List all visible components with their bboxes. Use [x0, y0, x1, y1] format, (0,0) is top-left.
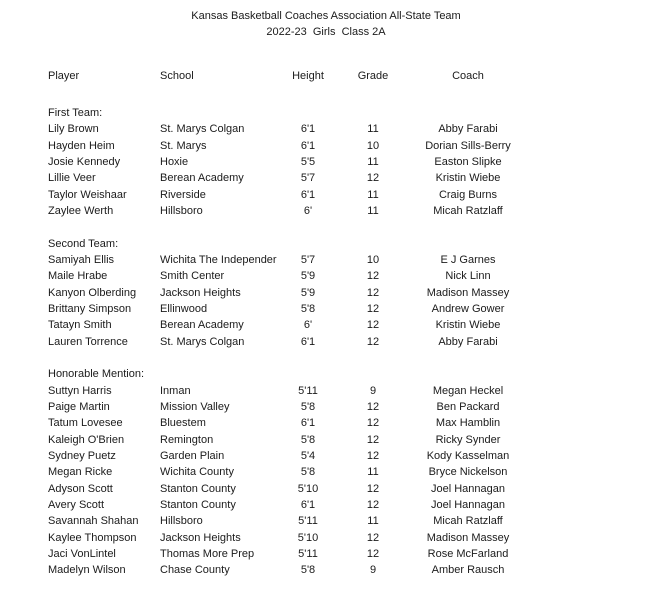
school-cell: Berean Academy [160, 319, 244, 332]
player-cell: Kanyon Olberding [48, 286, 137, 299]
school-cell: Remington [160, 433, 214, 446]
height-cell: 5'7 [300, 172, 316, 185]
grade-cell: 12 [366, 449, 380, 462]
height-cell: 5'8 [300, 400, 316, 413]
height-cell: 6' [303, 204, 313, 217]
coach-cell: Andrew Gower [431, 302, 505, 315]
player-cell: Tatum Lovesee [48, 417, 123, 430]
player-cell: Suttyn Harris [48, 384, 112, 397]
grade-cell: 12 [366, 531, 380, 544]
height-cell: 5'11 [298, 515, 318, 528]
school-cell: Stanton County [160, 482, 236, 495]
school-cell: Jackson Heights [160, 286, 241, 299]
height-cell: 6'1 [300, 417, 316, 430]
table-row [0, 252, 652, 268]
coach-cell: Abby Farabi [438, 335, 498, 348]
height-cell: 6'1 [300, 498, 316, 511]
grade-cell: 12 [366, 482, 380, 495]
height-cell: 6'1 [300, 335, 316, 348]
document-title: Kansas Basketball Coaches Association All-State Team [191, 10, 461, 22]
school-cell: Stanton County [160, 498, 236, 511]
player-cell: Adyson Scott [48, 482, 113, 495]
school-cell: Bluestem [160, 417, 206, 430]
table-row [0, 546, 652, 562]
player-cell: Kaleigh O'Brien [48, 433, 125, 446]
school-cell: Riverside [160, 188, 206, 201]
coach-cell: Craig Burns [438, 188, 498, 201]
grade-cell: 12 [366, 400, 380, 413]
school-cell: Hillsboro [160, 204, 203, 217]
grade-cell: 12 [366, 417, 380, 430]
coach-cell: Ricky Synder [435, 433, 501, 446]
player-cell: Zaylee Werth [48, 204, 114, 217]
table-row [0, 203, 652, 219]
player-cell: Taylor Weishaar [48, 188, 127, 201]
coach-cell: Megan Heckel [432, 384, 504, 397]
school-cell: St. Marys Colgan [160, 123, 245, 136]
coach-cell: Kody Kasselman [426, 449, 510, 462]
player-cell: Sydney Puetz [48, 449, 116, 462]
height-cell: 5'5 [300, 155, 316, 168]
school-cell: Hillsboro [160, 515, 203, 528]
grade-cell: 12 [366, 302, 380, 315]
school-cell: Smith Center [160, 270, 225, 283]
table-row [0, 464, 652, 480]
coach-cell: Madison Massey [426, 286, 510, 299]
height-cell: 5'8 [300, 564, 316, 577]
coach-cell: Joel Hannagan [430, 482, 505, 495]
grade-cell: 12 [366, 498, 380, 511]
coach-cell: Max Hamblin [435, 417, 501, 430]
table-row [0, 317, 652, 333]
table-row [0, 301, 652, 317]
document-subtitle: 2022-23 Girls Class 2A [266, 26, 386, 39]
school-cell: Wichita County [160, 466, 234, 479]
height-cell: 5'4 [300, 449, 316, 462]
player-cell: Maile Hrabe [48, 270, 108, 283]
player-cell: Jaci VonLintel [48, 547, 116, 560]
coach-cell: Joel Hannagan [430, 498, 505, 511]
column-header-player: Player [48, 69, 80, 82]
height-cell: 5'9 [300, 286, 316, 299]
table-row [0, 562, 652, 578]
table-row [0, 138, 652, 154]
section-label: Second Team: [48, 237, 119, 250]
height-cell: 6'1 [300, 139, 316, 152]
section-spacer [0, 350, 652, 366]
height-cell: 5'11 [298, 384, 318, 397]
coach-cell: Kristin Wiebe [435, 319, 501, 332]
school-cell: Hoxie [160, 155, 189, 168]
coach-cell: Easton Slipke [434, 155, 502, 168]
section-label-row [0, 366, 652, 382]
table-row [0, 154, 652, 170]
table-row [0, 170, 652, 186]
school-cell: Jackson Heights [160, 531, 241, 544]
player-cell: Paige Martin [48, 400, 110, 413]
coach-cell: Ben Packard [436, 400, 500, 413]
player-cell: Madelyn Wilson [48, 564, 126, 577]
grade-cell: 9 [369, 564, 377, 577]
grade-cell: 11 [367, 123, 379, 136]
grade-cell: 11 [367, 204, 379, 217]
coach-cell: Dorian Sills-Berry [425, 139, 511, 152]
player-cell: Brittany Simpson [48, 302, 132, 315]
player-cell: Lauren Torrence [48, 335, 128, 348]
player-cell: Josie Kennedy [48, 155, 121, 168]
player-cell: Avery Scott [48, 498, 105, 511]
coach-cell: Micah Ratzlaff [433, 515, 503, 528]
table-row [0, 481, 652, 497]
school-cell: Ellinwood [160, 302, 208, 315]
player-cell: Lillie Veer [48, 172, 96, 185]
column-header-school: School [160, 69, 194, 82]
column-header-grade: Grade [357, 69, 389, 82]
coach-cell: Bryce Nickelson [428, 466, 508, 479]
player-cell: Hayden Heim [48, 139, 115, 152]
grade-cell: 11 [367, 515, 379, 528]
table-row [0, 432, 652, 448]
table-row [0, 513, 652, 529]
coach-cell: Madison Massey [426, 531, 510, 544]
school-cell: Inman [160, 384, 191, 397]
coach-cell: Nick Linn [445, 270, 491, 283]
height-cell: 6'1 [300, 123, 316, 136]
section-label-row [0, 236, 652, 252]
school-cell: St. Marys Colgan [160, 335, 245, 348]
school-cell: Mission Valley [160, 400, 230, 413]
height-cell: 5'11 [298, 547, 318, 560]
height-cell: 5'8 [300, 433, 316, 446]
table-row [0, 497, 652, 513]
table-row [0, 530, 652, 546]
grade-cell: 12 [366, 270, 380, 283]
height-cell: 5'7 [300, 253, 316, 266]
player-cell: Kaylee Thompson [48, 531, 137, 544]
school-cell: Garden Plain [160, 449, 225, 462]
column-header-coach: Coach [452, 69, 484, 82]
table-row [0, 399, 652, 415]
grade-cell: 12 [366, 172, 380, 185]
table-header-row [0, 68, 652, 84]
school-cell: Thomas More Prep [160, 547, 255, 560]
table-row [0, 187, 652, 203]
height-cell: 5'8 [300, 466, 316, 479]
player-cell: Savannah Shahan [48, 515, 139, 528]
section-label: Honorable Mention: [48, 368, 145, 381]
school-cell: Berean Academy [160, 172, 244, 185]
table-row [0, 383, 652, 399]
grade-cell: 12 [366, 335, 380, 348]
table-row [0, 334, 652, 350]
coach-cell: E J Garnes [440, 253, 496, 266]
height-cell: 6' [303, 319, 313, 332]
height-cell: 5'9 [300, 270, 316, 283]
section-label: First Team: [48, 106, 103, 119]
table-row [0, 268, 652, 284]
coach-cell: Abby Farabi [438, 123, 498, 136]
height-cell: 5'8 [300, 302, 316, 315]
grade-cell: 12 [366, 433, 380, 446]
grade-cell: 11 [367, 188, 379, 201]
coach-cell: Amber Rausch [431, 564, 505, 577]
grade-cell: 9 [369, 384, 377, 397]
table-row [0, 415, 652, 431]
school-cell: Wichita The Independer [160, 253, 277, 266]
grade-cell: 11 [367, 466, 379, 479]
coach-cell: Rose McFarland [427, 547, 509, 560]
section-label-row [0, 105, 652, 121]
grade-cell: 12 [366, 286, 380, 299]
section-spacer [0, 219, 652, 235]
school-cell: St. Marys [160, 139, 207, 152]
height-cell: 6'1 [300, 188, 316, 201]
column-header-height: Height [292, 69, 324, 82]
player-cell: Megan Ricke [48, 466, 113, 479]
table-row [0, 121, 652, 137]
grade-cell: 12 [366, 319, 380, 332]
table-row [0, 285, 652, 301]
player-cell: Tatayn Smith [48, 319, 112, 332]
height-cell: 5'10 [297, 531, 319, 544]
player-cell: Lily Brown [48, 123, 99, 136]
table-body [0, 105, 652, 579]
school-cell: Chase County [160, 564, 230, 577]
grade-cell: 10 [366, 139, 380, 152]
coach-cell: Micah Ratzlaff [433, 204, 503, 217]
grade-cell: 10 [366, 253, 380, 266]
grade-cell: 11 [367, 155, 379, 168]
table-row [0, 448, 652, 464]
player-cell: Samiyah Ellis [48, 253, 115, 266]
grade-cell: 12 [366, 547, 380, 560]
height-cell: 5'10 [297, 482, 319, 495]
coach-cell: Kristin Wiebe [435, 172, 501, 185]
